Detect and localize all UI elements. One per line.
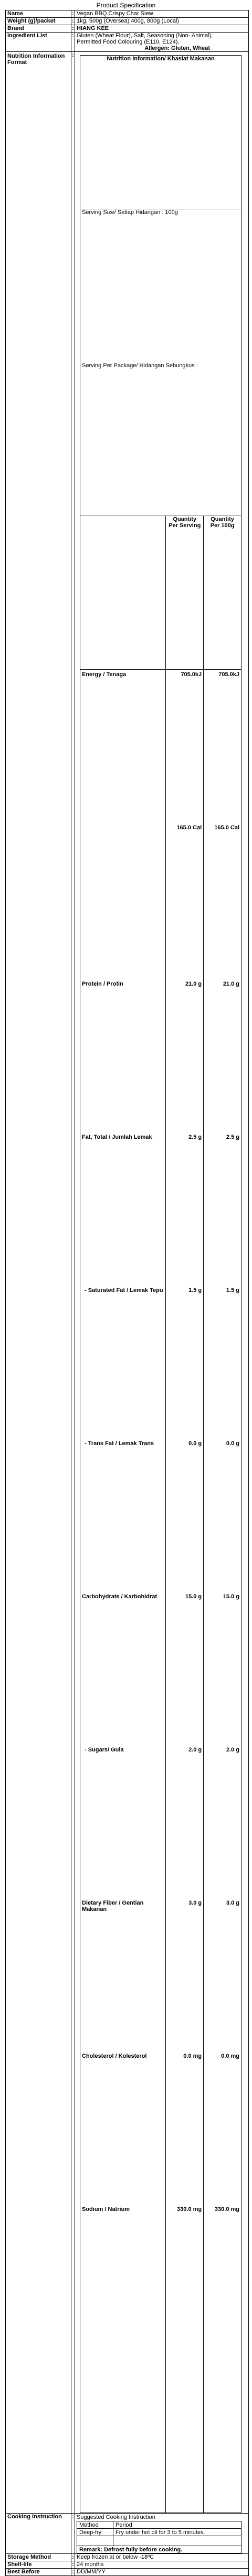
separator: : [71,33,75,52]
separator: : [72,25,74,31]
nutrition-row [80,825,242,978]
nutrient-per-serving: 705.0kJ [166,670,204,825]
best-value: DD/MM/YY [75,2569,249,2576]
serving-per-package: Serving Per Package/ Hidangan Sebungkus : [82,362,198,369]
nutrient-per-serving: 330.0 mg [166,2206,204,2359]
nutrient-name: Cholesterol / Kolesterol [82,2053,147,2059]
nutrient-per-100g: 165.0 Cal [204,825,242,978]
row-best-before [6,2569,249,2576]
ingredient-label: Ingredient List [6,33,71,52]
method-value: Deep-fry [77,2529,113,2536]
nutrition-row [80,1134,242,1287]
nutrition-row [80,2206,242,2359]
nutrient-per-serving: 165.0 Cal [166,825,204,978]
nutrition-label: Nutrition Information Format [6,52,71,2514]
nutrient-per-100g: 0.0 mg [204,2053,242,2206]
nutrient-per-serving: 2.0 g [166,1747,204,1900]
spec-table [5,10,249,2576]
nutrient-per-100g: 3.0 g [204,1900,242,2053]
cooking-cell [75,2514,249,2554]
nutrient-name [80,825,166,978]
nutrient-per-100g: 2.5 g [204,1134,242,1287]
col-method: Method [77,2521,113,2529]
row-ingredient [6,33,249,52]
brand-label: Brand [6,25,71,33]
nutrient-per-serving: 21.0 g [166,978,204,1134]
nutrition-heading: Nutrition Information/ Khasiat Makanan [80,56,242,209]
nutrient-name: Fat, Total / Jumlah Lemak [82,1134,152,1140]
serving-size: Serving Size/ Setiap Hidangan : 100g [82,209,178,216]
nutrient-name: Protein / Protin [82,981,123,987]
row-shelf-life [6,2561,249,2569]
nutrient-per-serving: 0.0 g [166,1440,204,1594]
row-nutrition [6,52,249,2514]
col-period: Period [113,2521,242,2529]
allergen-text: Allergen: Gluten, Wheat [144,45,210,51]
separator: : [71,52,75,2514]
row-brand [6,25,249,33]
storage-label: Storage Method [6,2554,71,2561]
storage-value: Keep frozen at or below -18ºC [75,2554,249,2561]
nutrient-per-serving: 2.5 g [166,1134,204,1287]
nutrient-name: Dietary Fiber / Gentian Makanan [82,1900,144,1912]
nutrient-per-100g: 0.0 g [204,1440,242,1594]
nutrient-per-serving: 1.5 g [166,1287,204,1440]
weight-value: 1kg, 500g (Oversea) 400g, 800g (Local) [75,18,249,25]
cooking-label: Cooking Instruction [6,2514,71,2554]
nutrient-per-100g: 21.0 g [204,978,242,1134]
col-per-serving: Quantity Per Serving [166,516,204,670]
cooking-remark: Remark: Defrost fully before cooking. [77,2546,242,2553]
nutrient-per-serving: 3.0 g [166,1900,204,2053]
name-label: Name [6,10,71,18]
row-name [6,10,249,18]
nutrition-row [80,1747,242,1900]
weight-label: Weight (g)/packet [6,18,71,25]
separator: : [72,18,74,24]
row-cooking [6,2514,249,2554]
nutrition-row [80,1900,242,2053]
nutrient-per-serving: 15.0 g [166,1594,204,1747]
nutrient-per-100g: 15.0 g [204,1594,242,1747]
nutrition-row [80,1287,242,1440]
cooking-title: Suggested Cooking Instruction [77,2514,155,2520]
ingredient-line-1: Gluten (Wheat Flour), Salt, Seasoning (Non- Animal), [77,33,213,39]
row-storage [6,2554,249,2561]
separator: : [71,2514,75,2554]
nutrition-table [80,55,242,2513]
best-label: Best Before [6,2569,71,2576]
nutrition-row [80,1594,242,1747]
nutrient-per-100g: 705.0kJ [204,670,242,825]
nutrient-name: Carbohydrate / Karbohidrat [82,1594,158,1600]
nutrition-cell [75,52,249,2514]
nutrient-per-serving: 0.0 mg [166,2053,204,2206]
shelf-value: 24 months [75,2561,249,2569]
row-weight [6,18,249,25]
nutrition-row [80,670,242,825]
ingredient-line-2: Permitted Food Colouring (E110, E124), [77,39,180,45]
separator: : [72,10,74,17]
cooking-table [77,2521,242,2553]
separator: : [72,2561,74,2568]
nutrient-name: Sodium / Natrium [82,2206,130,2212]
nutrient-name: - Saturated Fat / Lemak Tepu [85,1287,163,1294]
nutrient-name: Energy / Tenaga [80,670,166,825]
period-value: Fry under hot oil for 3 to 5 minutes. [113,2529,242,2536]
nutrition-row [80,2053,242,2206]
col-per-100g: Quantity Per 100g [204,516,242,670]
separator: : [72,2554,74,2560]
nutrition-row [80,978,242,1134]
brand-value: HIANG KEE [75,25,249,33]
nutrient-per-100g: 1.5 g [204,1287,242,1440]
nutrient-per-100g: 330.0 mg [204,2206,242,2359]
ingredient-value [75,33,249,52]
nutrient-per-100g: 2.0 g [204,1747,242,1900]
nutrient-name: - Sugars/ Gula [85,1747,124,1753]
nutrient-name: - Trans Fat / Lemak Trans [85,1440,154,1447]
name-value: Vegan BBQ Crispy Char Siew [75,10,249,18]
separator: : [72,2569,74,2575]
shelf-label: Shelf-life [6,2561,71,2569]
nutrition-row [80,1440,242,1594]
page-title: Product Specification [96,2,156,9]
